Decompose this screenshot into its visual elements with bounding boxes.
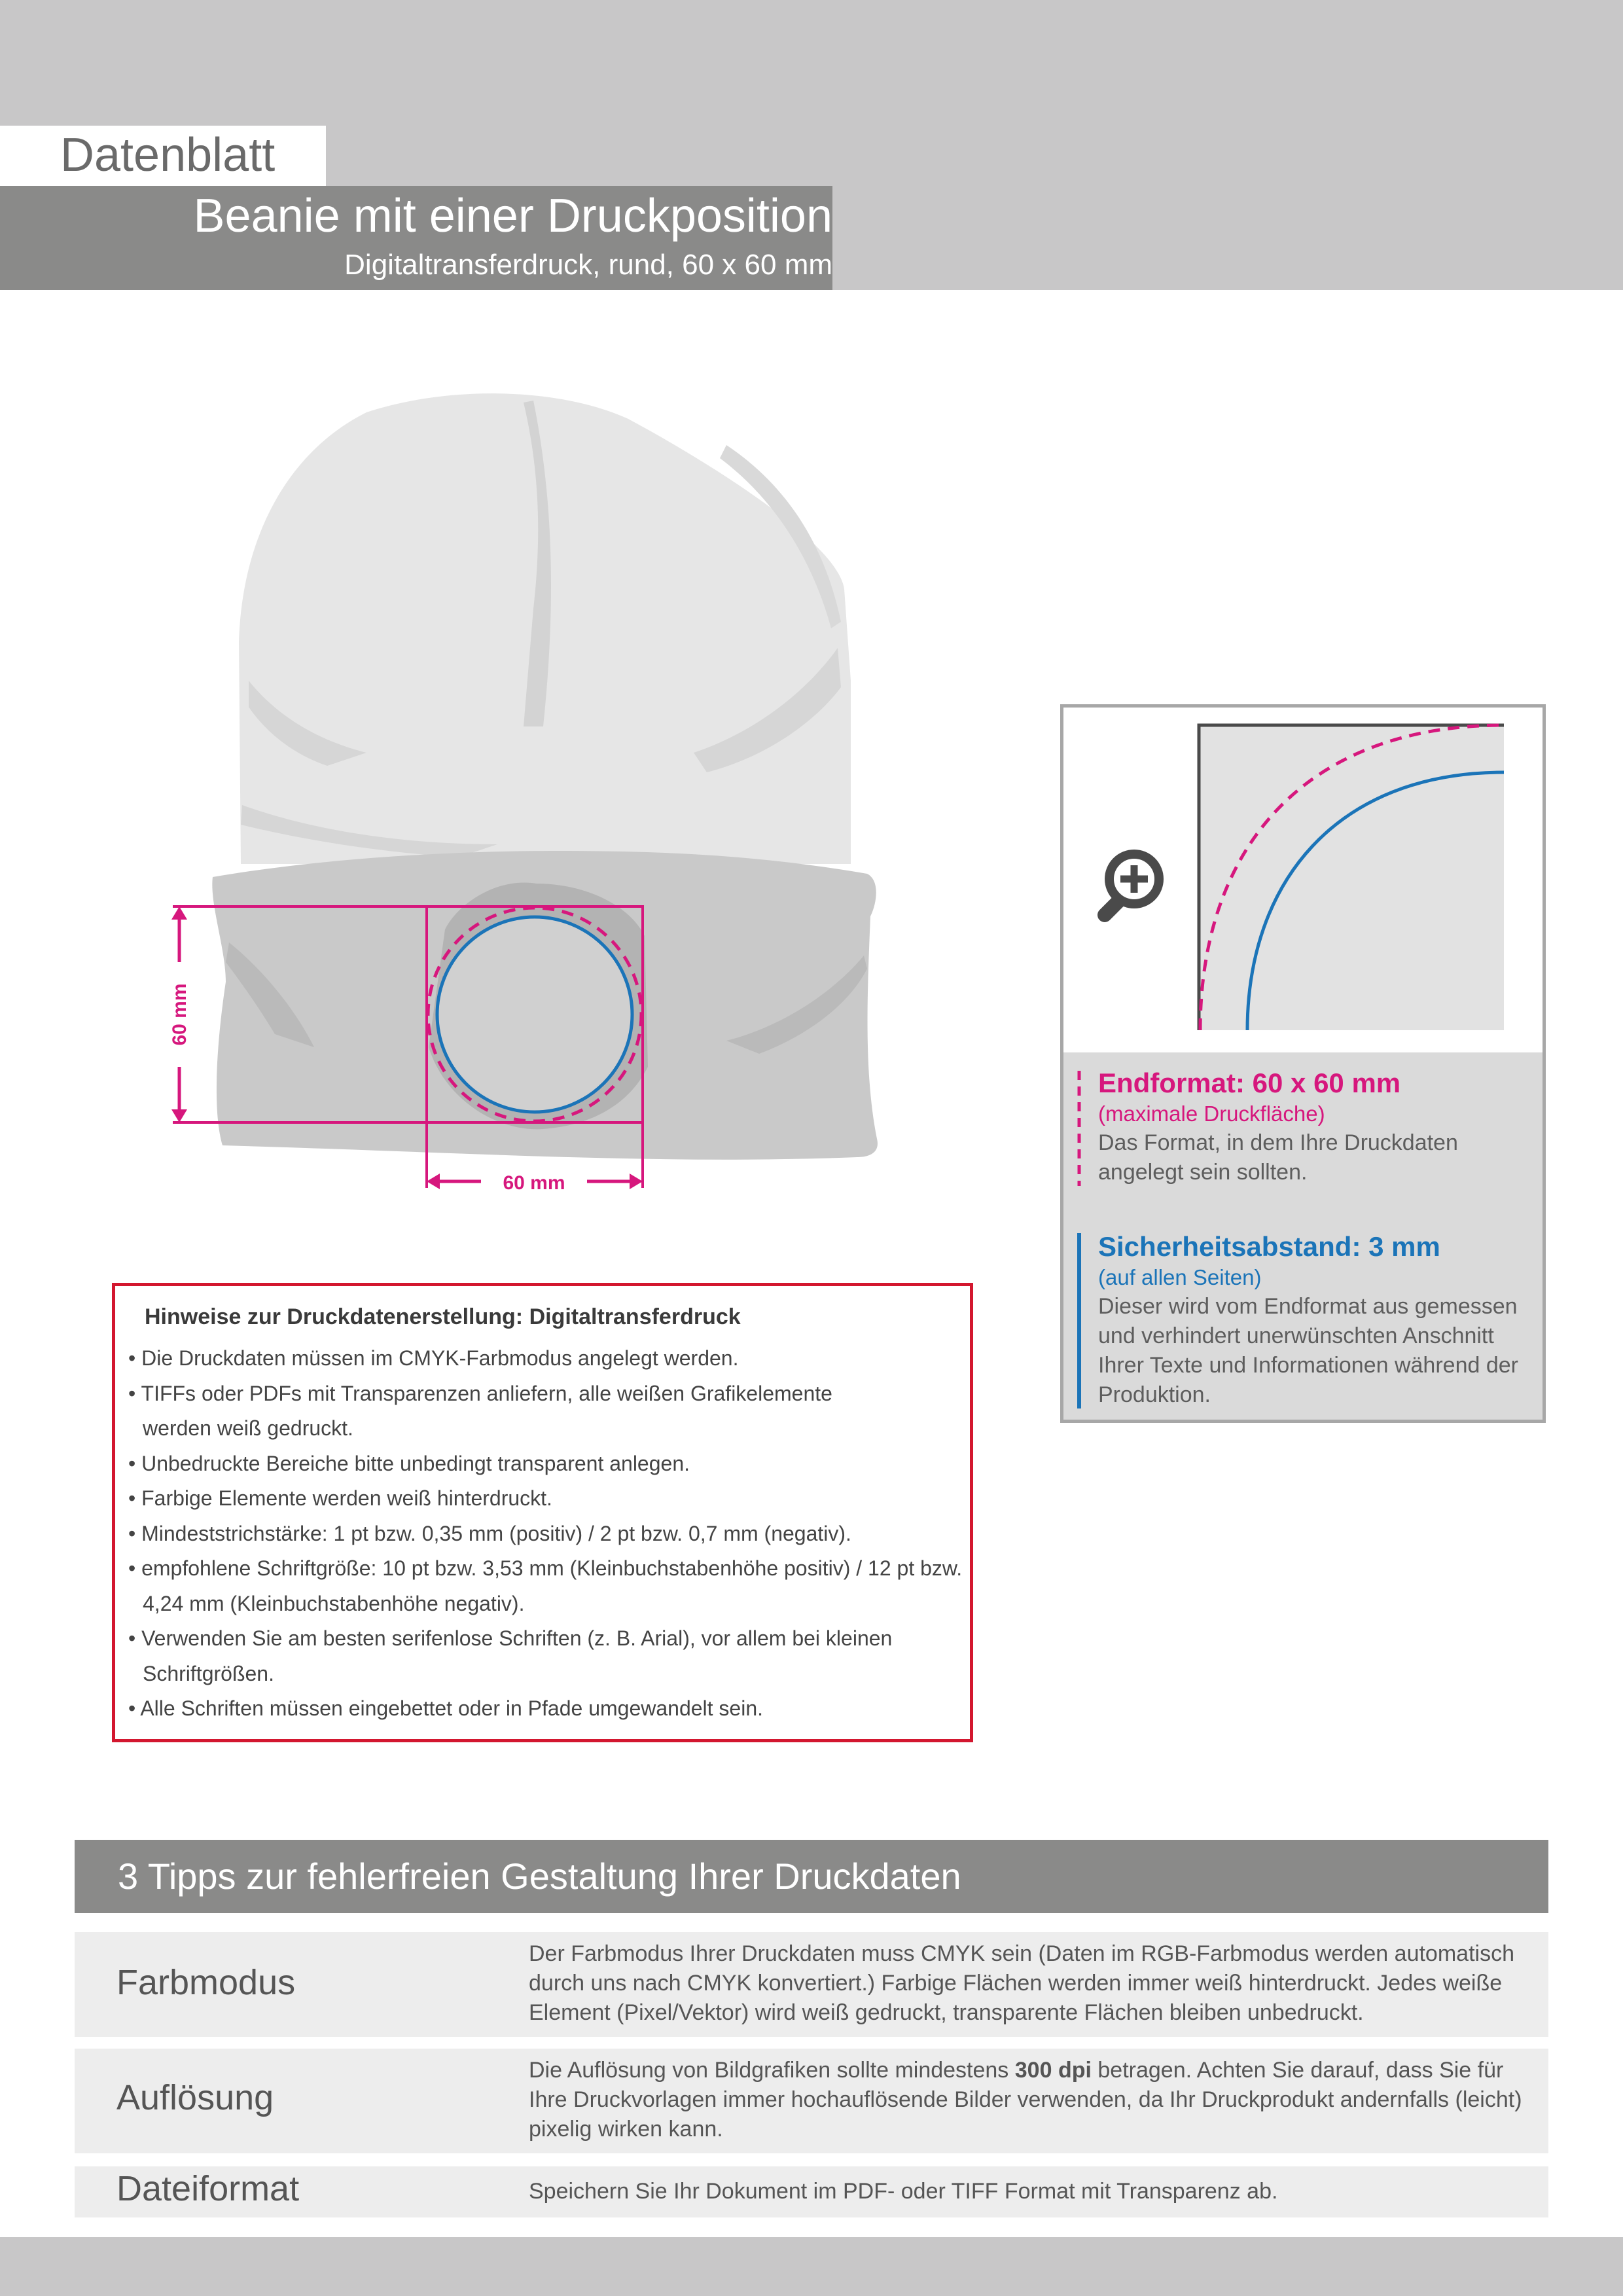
hint-item: • Die Druckdaten müssen im CMYK-Farbmodus angelegt werden.: [128, 1346, 739, 1370]
hint-item: • TIFFs oder PDFs mit Transparenzen anliefern, alle weißen Grafikelemente werden weiß gedruckt.: [128, 1381, 832, 1440]
tip-text-farbmodus: Der Farbmodus Ihrer Druckdaten muss CMYK sein (Daten im RGB-Farbmodus werden automatisch durch uns nach CMYK konvertiert.) Farbige Flächen werden immer weiß hinterdruckt. Jedes weiße Element (Pixel/Vektor) wird weiß gedruckt, transparente Flächen bleiben unbedruckt.: [529, 1941, 1514, 2025]
hints-box: [112, 1283, 973, 1742]
hints-title: Hinweise zur Druckdatenerstellung: Digitaltransferdruck: [145, 1304, 741, 1329]
hint-item: • Verwenden Sie am besten serifenlose Schriften (z. B. Arial), vor allem bei kleinen Schriftgrößen.: [128, 1626, 893, 1685]
beanie-illustration: [169, 386, 903, 1230]
hint-item: • Mindeststrichstärke: 1 pt bzw. 0,35 mm (positiv) / 2 pt bzw. 0,7 mm (negativ).: [128, 1521, 851, 1545]
dim-horizontal-label: 60 mm: [503, 1172, 565, 1194]
sicherheit-marker: [1077, 1233, 1081, 1408]
tip-label-dateiformat: Dateiformat: [116, 2169, 300, 2208]
zoom-in-icon: [1105, 854, 1159, 915]
tip-label-farbmodus: Farbmodus: [116, 1963, 296, 2002]
page-title: Beanie mit einer Druckposition: [193, 190, 832, 242]
tip-text-part: betragen. Achten Sie darauf, dass Sie für Ihre Druckvorlagen immer hochauflösende Bilder verwenden, da Ihr Druckprodukt andernfalls (leicht) pixelig wirken kann.: [529, 2058, 1522, 2142]
endformat-description: Das Format, in dem Ihre Druckdaten angelegt sein sollten.: [1098, 1130, 1458, 1185]
tip-text-part: Die Auflösung von Bildgrafiken sollte mindestens: [529, 2058, 1015, 2083]
sicherheit-subtitle: (auf allen Seiten): [1098, 1265, 1262, 1289]
endformat-dashed-marker: [1077, 1071, 1081, 1186]
hints-list: [128, 1341, 966, 1727]
hint-item: • Alle Schriften müssen eingebettet oder in Pfade umgewandelt sein.: [128, 1696, 764, 1720]
hint-item: • Farbige Elemente werden weiß hinterdruckt.: [128, 1486, 552, 1510]
sicherheit-title: Sicherheitsabstand: 3 mm: [1098, 1231, 1440, 1262]
tip-text-bold: 300 dpi: [1014, 2058, 1092, 2083]
endformat-title: Endformat: 60 x 60 mm: [1098, 1067, 1401, 1098]
tip-text-dateiformat: Speichern Sie Ihr Dokument im PDF- oder TIFF Format mit Transparenz ab.: [529, 2179, 1278, 2204]
hint-item: • empfohlene Schriftgröße: 10 pt bzw. 3,53 mm (Kleinbuchstabenhöhe positiv) / 12 pt bzw. 4,24 mm (Kleinbuchstabenhöhe negativ).: [128, 1556, 963, 1615]
tip-label-aufloesung: Auflösung: [116, 2078, 274, 2117]
zoom-corner-diagram: [1063, 708, 1543, 1052]
datenblatt-label: Datenblatt: [60, 129, 276, 181]
page-subtitle: Digitaltransferdruck, rund, 60 x 60 mm: [344, 249, 832, 281]
bottom-band: [0, 2237, 1623, 2296]
tip-text-aufloesung: [529, 2056, 1537, 2144]
endformat-subtitle: (maximale Druckfläche): [1098, 1102, 1325, 1126]
sicherheit-description: Dieser wird vom Endformat aus gemessen und verhindert unerwünschten Anschnitt Ihrer Texte und Informationen während der Produktion.: [1098, 1294, 1518, 1407]
tips-heading: 3 Tipps zur fehlerfreien Gestaltung Ihrer Druckdaten: [118, 1856, 961, 1897]
dim-vertical-label: 60 mm: [169, 983, 190, 1046]
hint-item: • Unbedruckte Bereiche bitte unbedingt transparent anlegen.: [128, 1451, 690, 1475]
